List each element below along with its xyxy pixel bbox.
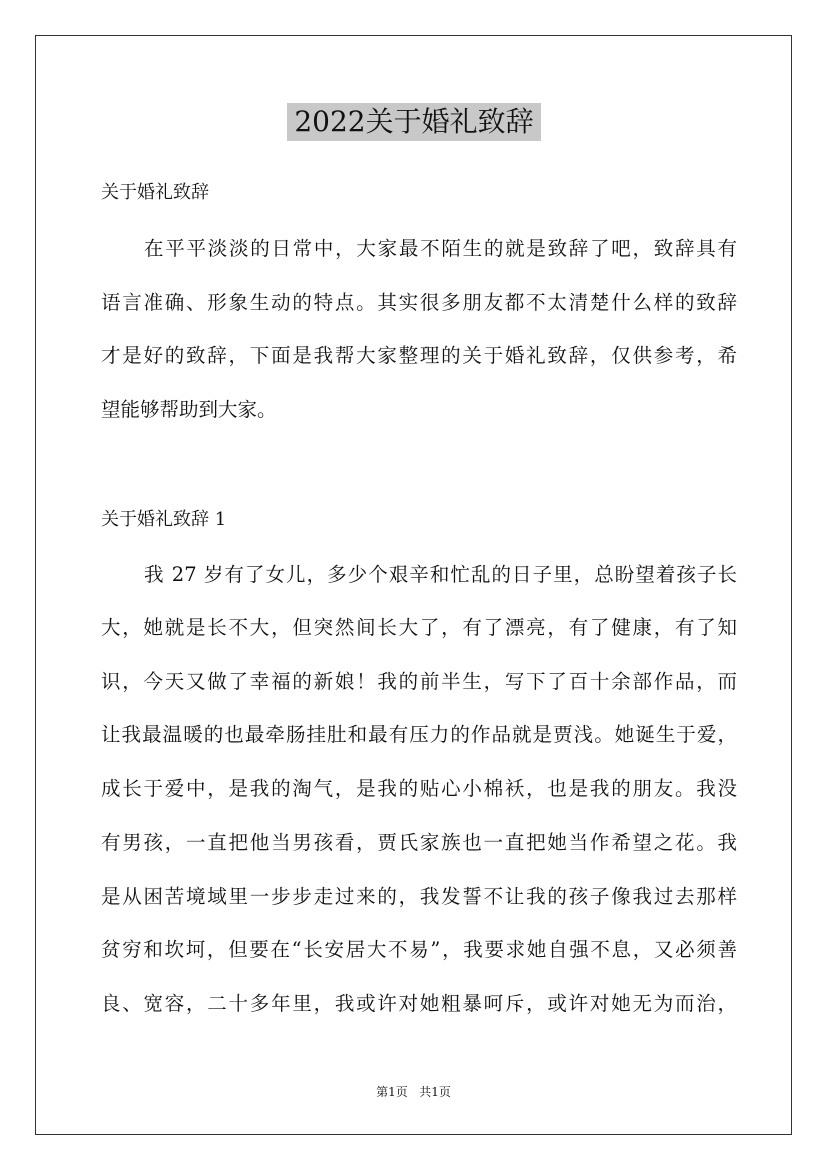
intro-line: 语言准确、形象生动的特点。其实很多朋友都不太清楚什么样的致辞 [101,291,737,314]
page-number-footer: 第1页 共1页 [376,1085,451,1099]
section-line: 贫穷和坎坷，但要在“长安居大不易”，我要求她自强不息，又必须善 [101,938,737,961]
intro-line: 才是好的致辞，下面是我帮大家整理的关于婚礼致辞，仅供参考，希 [101,344,737,367]
document-title: 2022关于婚礼致辞 [287,103,541,141]
section-line: 是从困苦境域里一步步走过来的，我发誓不让我的孩子像我过去那样 [101,885,737,908]
intro-heading: 关于婚礼致辞 [101,182,209,203]
section-line: 良、宽容，二十多年里，我或许对她粗暴呵斥，或许对她无为而治， [101,992,737,1015]
section-line: 有男孩，一直把他当男孩看，贾氏家族也一直把她当作希望之花。我 [101,831,737,854]
section-line: 识，今天又做了幸福的新娘！我的前半生，写下了百十余部作品，而 [101,670,737,693]
section-line: 让我最温暖的也最牵肠挂肚和最有压力的作品就是贾浅。她诞生于爱， [101,723,737,746]
intro-line: 在平平淡淡的日常中，大家最不陌生的就是致辞了吧，致辞具有 [144,237,737,260]
section-line: 大，她就是长不大，但突然间长大了，有了漂亮，有了健康，有了知 [101,616,737,639]
section-line: 我 27 岁有了女儿，多少个艰辛和忙乱的日子里，总盼望着孩子长 [144,563,737,586]
intro-line: 望能够帮助到大家。 [101,398,277,421]
section-heading: 关于婚礼致辞 1 [101,509,227,530]
section-line: 成长于爱中，是我的淘气，是我的贴心小棉袄，也是我的朋友。我没 [101,777,737,800]
